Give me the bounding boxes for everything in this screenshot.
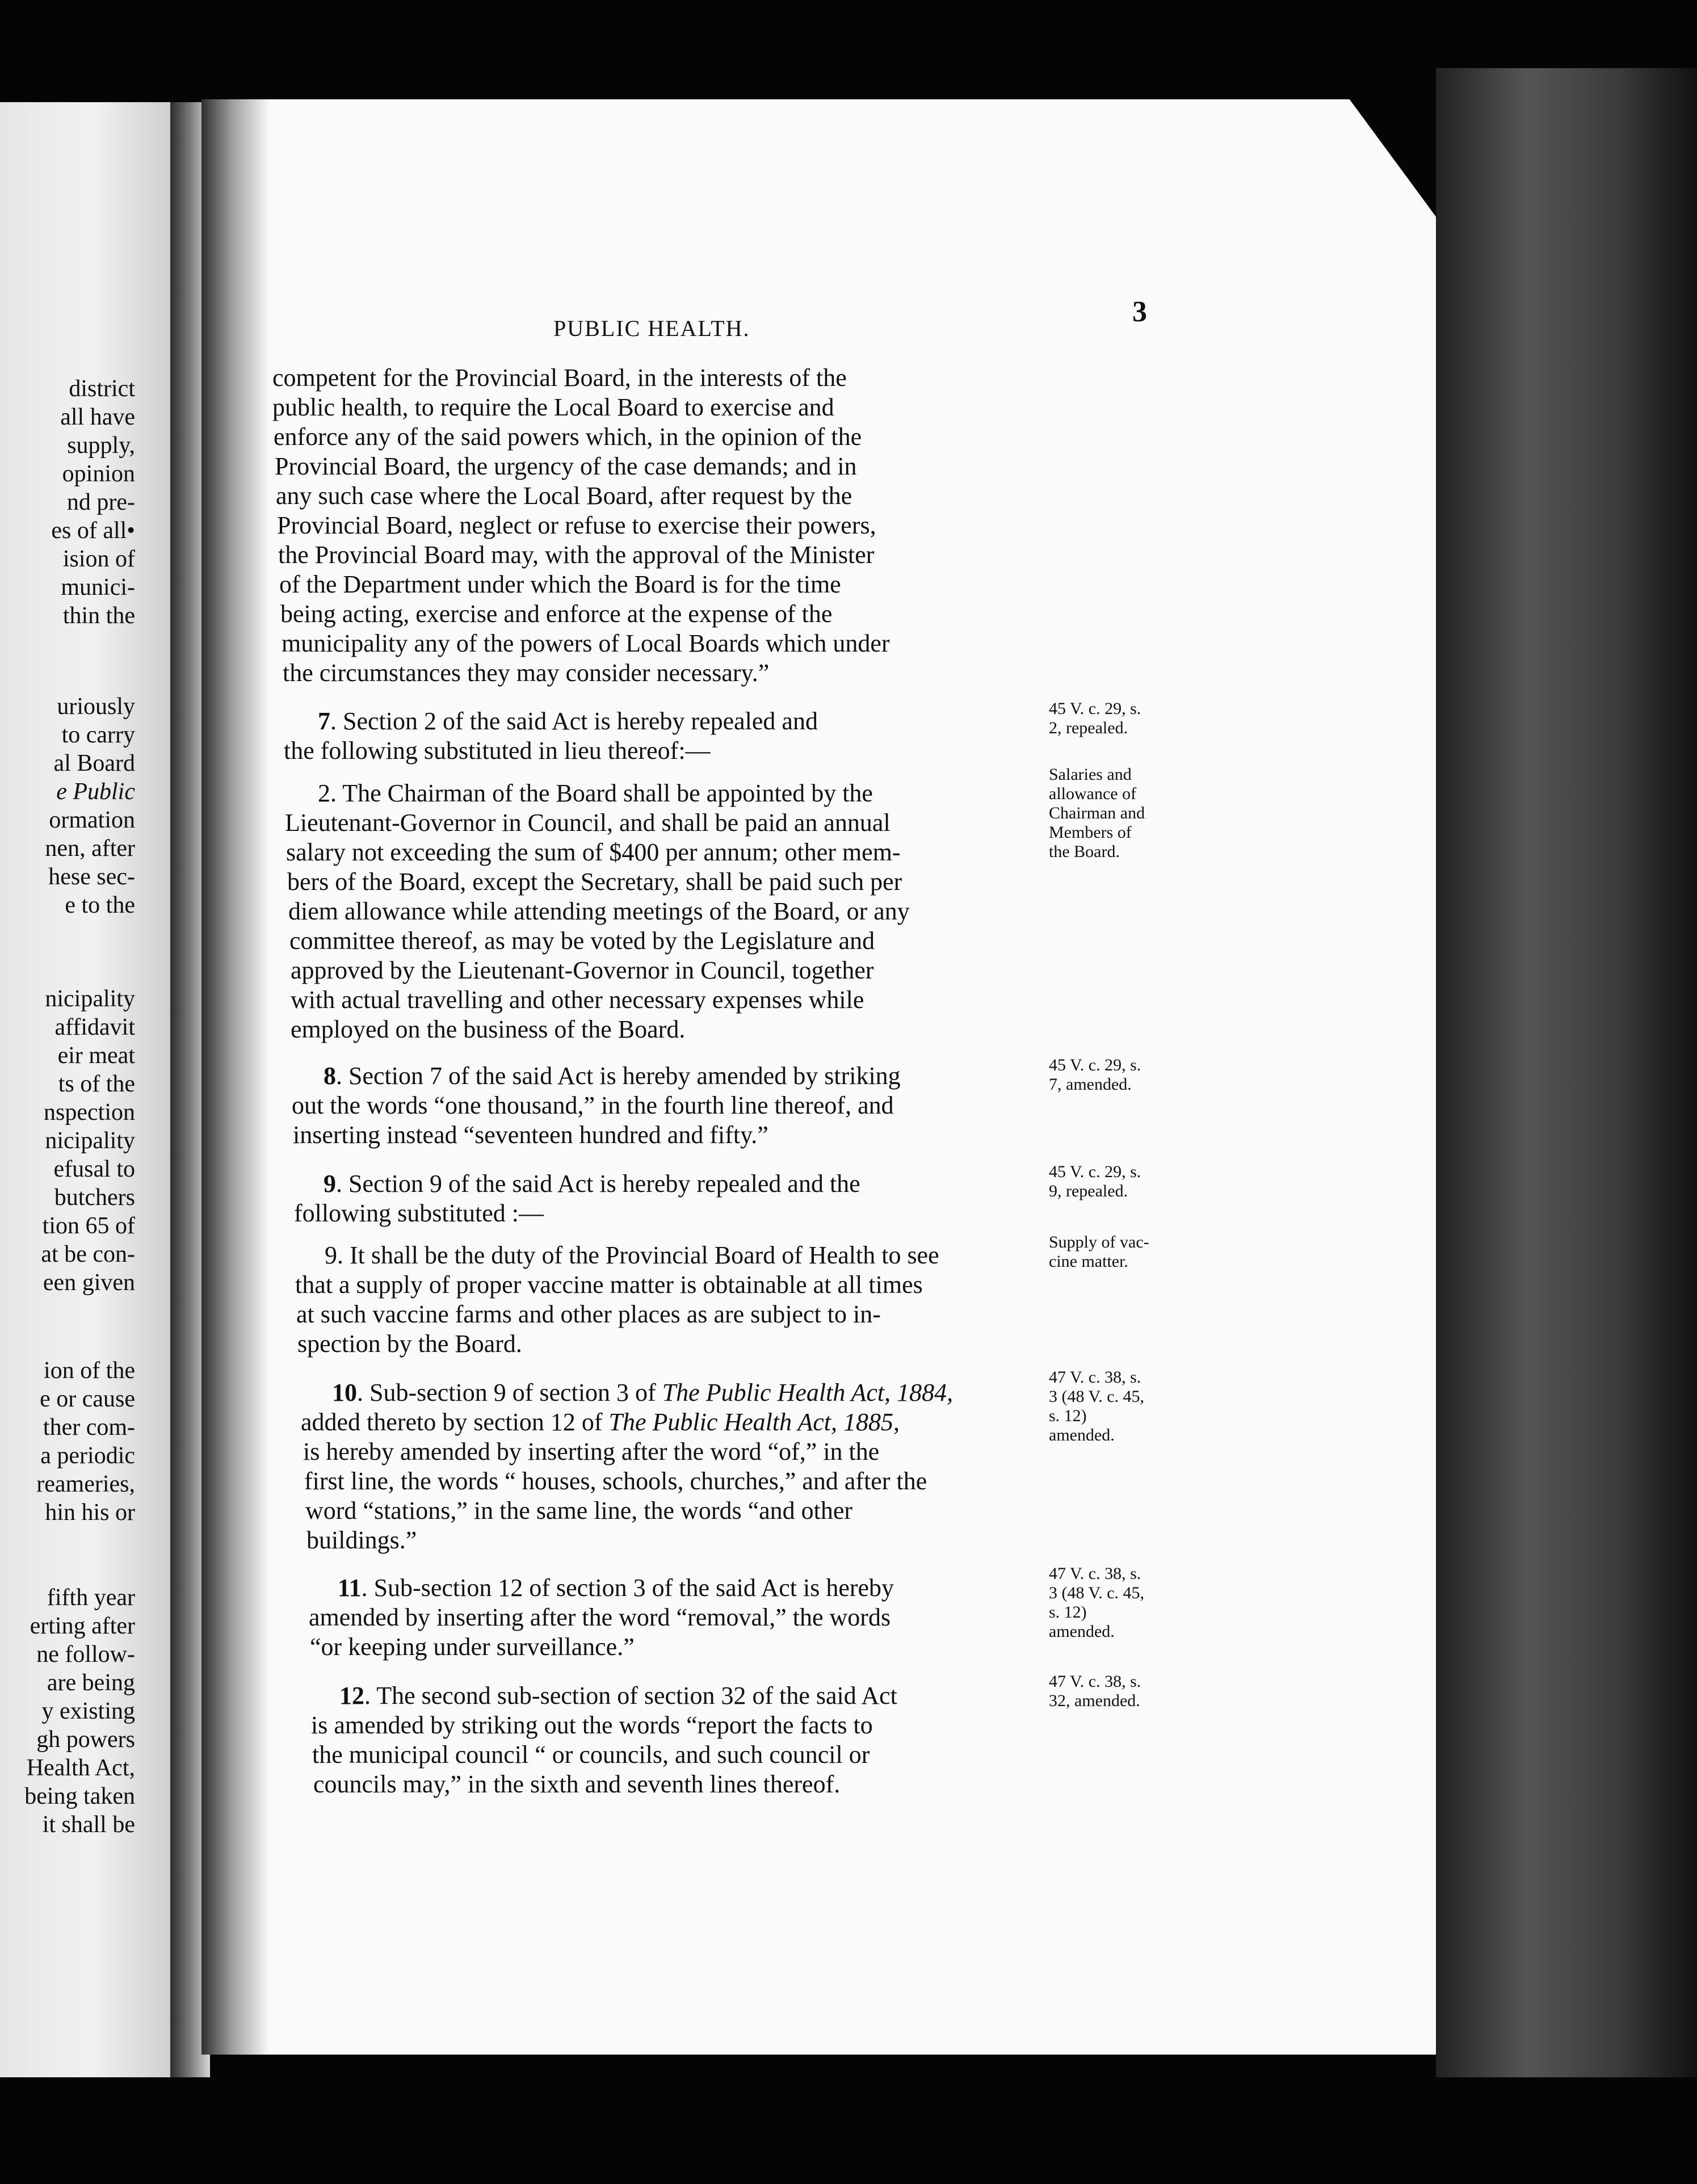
continuation-line: Provincial Board, neglect or refuse to exercise their powers,: [277, 511, 876, 539]
section-number: 10: [332, 1379, 357, 1406]
continuation-line: of the Department under which the Board is for the time: [279, 570, 841, 598]
section-7-line: [318, 707, 818, 736]
facing-line: are being: [47, 1670, 135, 1696]
section-text: . Sub-section 12 of section 3 of the said Act is hereby: [361, 1574, 894, 1602]
section-8-line: out the words “one thousand,” in the fourth line thereof, and: [292, 1091, 894, 1119]
facing-line: al Board: [53, 750, 135, 776]
page-gutter-shade: [201, 99, 270, 2055]
page-number: 3: [1132, 296, 1147, 328]
section-text: . Section 9 of the said Act is hereby repealed and the: [336, 1170, 860, 1198]
marginal-note: Supply of vac-: [1049, 1233, 1149, 1251]
section-11-line: “or keeping under surveillance.”: [310, 1633, 635, 1661]
marginal-note: 9, repealed.: [1049, 1182, 1128, 1200]
facing-line: nen, after: [45, 835, 135, 862]
section-text: . Section 2 of the said Act is hereby repealed and: [330, 707, 818, 735]
act-title: The Public Health Act, 1884,: [662, 1379, 953, 1406]
section-12-line: is amended by striking out the words “report the facts to: [311, 1711, 873, 1739]
section-10-line: [301, 1408, 900, 1437]
section-number: 11: [338, 1574, 362, 1602]
book-edge-shadow: [1436, 68, 1697, 2111]
facing-line: it shall be: [42, 1812, 135, 1838]
facing-line: munici-: [61, 574, 135, 600]
facing-line: supply,: [67, 432, 135, 459]
facing-line: ormation: [49, 807, 135, 833]
marginal-note: Salaries and: [1049, 765, 1132, 784]
continuation-line: public health, to require the Local Board to exercise and: [272, 393, 834, 421]
facing-line: tion 65 of: [42, 1213, 135, 1239]
section-text: . The second sub-section of section 32 of the said Act: [364, 1682, 897, 1710]
section-9-line: following substituted :—: [294, 1199, 544, 1227]
subsection-2-line: approved by the Lieutenant-Governor in Council, together: [291, 956, 874, 984]
marginal-note: 45 V. c. 29, s.: [1049, 699, 1141, 718]
facing-line: gh powers: [36, 1727, 135, 1753]
marginal-note: 47 V. c. 38, s.: [1049, 1368, 1141, 1387]
facing-line: affidavit: [54, 1014, 135, 1040]
continuation-line: the circumstances they may consider necessary.”: [283, 659, 770, 687]
marginal-note: 45 V. c. 29, s.: [1049, 1056, 1141, 1074]
facing-line: Health Act,: [26, 1755, 135, 1781]
facing-line: uriously: [57, 694, 135, 720]
section-9-line: [324, 1169, 860, 1199]
subsection-9-line: 9. It shall be the duty of the Provincial Board of Health to see: [325, 1241, 939, 1269]
subsection-2-line: committee thereof, as may be voted by the Legislature and: [289, 927, 875, 955]
facing-line: district: [69, 376, 135, 402]
marginal-note: 3 (48 V. c. 45,: [1049, 1584, 1145, 1602]
marginal-note: 7, amended.: [1049, 1075, 1132, 1094]
marginal-note: s. 12): [1049, 1406, 1087, 1425]
marginal-note: Members of: [1049, 823, 1132, 842]
section-7-line: the following substituted in lieu thereof:—: [284, 737, 711, 765]
marginal-note: Chairman and: [1049, 804, 1145, 822]
facing-line: hin his or: [45, 1500, 135, 1526]
section-number: 7: [318, 707, 330, 735]
facing-line: ne follow-: [36, 1641, 135, 1668]
marginal-note: 47 V. c. 38, s.: [1049, 1672, 1141, 1691]
section-12-line: councils may,” in the sixth and seventh lines thereof.: [313, 1770, 841, 1798]
marginal-note: the Board.: [1049, 842, 1120, 861]
continuation-line: Provincial Board, the urgency of the case demands; and in: [275, 452, 857, 480]
facing-line: e or cause: [40, 1386, 135, 1412]
subsection-2-line: 2. The Chairman of the Board shall be appointed by the: [318, 779, 873, 807]
section-text: . Sub-section 9 of section 3 of: [357, 1379, 662, 1406]
section-number: 9: [324, 1170, 336, 1198]
subsection-2-line: Lieutenant-Governor in Council, and shall be paid an annual: [285, 809, 890, 837]
marginal-note: 47 V. c. 38, s.: [1049, 1564, 1141, 1583]
scan-border: [0, 2077, 1697, 2184]
marginal-note: 3 (48 V. c. 45,: [1049, 1387, 1145, 1406]
running-header: PUBLIC HEALTH.: [553, 316, 750, 341]
marginal-note: 45 V. c. 29, s.: [1049, 1162, 1141, 1181]
section-12-line: the municipal council “ or councils, and such council or: [312, 1741, 870, 1769]
marginal-note: 32, amended.: [1049, 1691, 1140, 1710]
marginal-note: amended.: [1049, 1622, 1115, 1641]
continuation-line: competent for the Provincial Board, in the interests of the: [272, 364, 847, 392]
facing-line: ts of the: [58, 1071, 135, 1097]
facing-line: hese sec-: [48, 864, 135, 890]
continuation-line: enforce any of the said powers which, in the opinion of the: [274, 423, 862, 451]
subsection-9-line: that a supply of proper vaccine matter is obtainable at all times: [295, 1271, 923, 1299]
facing-page-fragment: [0, 102, 170, 2077]
facing-line: at be con-: [41, 1241, 135, 1267]
subsection-2-line: bers of the Board, except the Secretary, shall be paid such per: [287, 868, 902, 896]
facing-line: butchers: [54, 1185, 135, 1211]
facing-line: een given: [43, 1270, 135, 1296]
subsection-9-line: spection by the Board.: [297, 1330, 522, 1358]
section-number: 12: [339, 1682, 364, 1710]
facing-line: ion of the: [44, 1358, 135, 1384]
facing-line: being taken: [24, 1783, 135, 1809]
facing-line: efusal to: [53, 1156, 135, 1182]
continuation-line: any such case where the Local Board, after request by the: [276, 482, 852, 510]
facing-line: fifth year: [47, 1585, 135, 1611]
facing-line: e to the: [65, 892, 135, 918]
facing-line: e Public: [56, 779, 135, 805]
facing-line: nd pre-: [66, 489, 135, 515]
section-10-line: word “stations,” in the same line, the words “and other: [305, 1497, 853, 1524]
facing-line: opinion: [62, 461, 135, 487]
facing-line: erting after: [30, 1613, 135, 1639]
section-11-line: [338, 1573, 894, 1603]
subsection-2-line: employed on the business of the Board.: [291, 1015, 686, 1043]
marginal-note: s. 12): [1049, 1603, 1087, 1622]
continuation-line: the Provincial Board may, with the approval of the Minister: [278, 541, 875, 569]
subsection-2-line: salary not exceeding the sum of $400 per annum; other mem-: [286, 838, 901, 866]
facing-line: es of all•: [51, 518, 135, 544]
section-text: added thereto by section 12 of: [301, 1408, 609, 1436]
facing-line: all have: [60, 404, 135, 430]
facing-line: ision of: [62, 546, 135, 572]
section-11-line: amended by inserting after the word “removal,” the words: [309, 1603, 891, 1631]
section-text: . Section 7 of the said Act is hereby amended by striking: [336, 1062, 901, 1090]
continuation-line: municipality any of the powers of Local Boards which under: [282, 629, 890, 657]
marginal-note: amended.: [1049, 1426, 1115, 1444]
facing-line: a periodic: [40, 1443, 135, 1469]
subsection-9-line: at such vaccine farms and other places as are subject to in-: [296, 1300, 881, 1328]
facing-line: y existing: [41, 1698, 135, 1724]
section-10-line: [332, 1378, 953, 1408]
marginal-note: cine matter.: [1049, 1252, 1128, 1271]
section-10-line: is hereby amended by inserting after the word “of,” in the: [303, 1438, 880, 1465]
facing-line: reameries,: [36, 1471, 135, 1497]
marginal-note: 2, repealed.: [1049, 719, 1128, 737]
facing-line: thin the: [62, 603, 135, 629]
section-number: 8: [324, 1062, 336, 1090]
facing-line: nicipality: [45, 1128, 135, 1154]
section-8-line: inserting instead “seventeen hundred and fifty.”: [293, 1121, 768, 1149]
act-title: The Public Health Act, 1885,: [608, 1408, 900, 1436]
facing-line: nspection: [44, 1099, 135, 1125]
section-12-line: [339, 1681, 897, 1711]
subsection-2-line: diem allowance while attending meetings of the Board, or any: [288, 897, 910, 925]
section-10-line: first line, the words “ houses, schools, churches,” and after the: [304, 1467, 927, 1495]
section-8-line: [324, 1061, 901, 1091]
facing-line: eir meat: [57, 1043, 135, 1069]
marginal-note: allowance of: [1049, 784, 1137, 803]
facing-line: to carry: [61, 722, 135, 748]
facing-line: nicipality: [45, 986, 135, 1012]
continuation-line: being acting, exercise and enforce at the expense of the: [280, 600, 833, 628]
section-10-line: buildings.”: [306, 1526, 417, 1554]
subsection-2-line: with actual travelling and other necessary expenses while: [291, 986, 864, 1014]
facing-line: ther com-: [43, 1414, 135, 1440]
